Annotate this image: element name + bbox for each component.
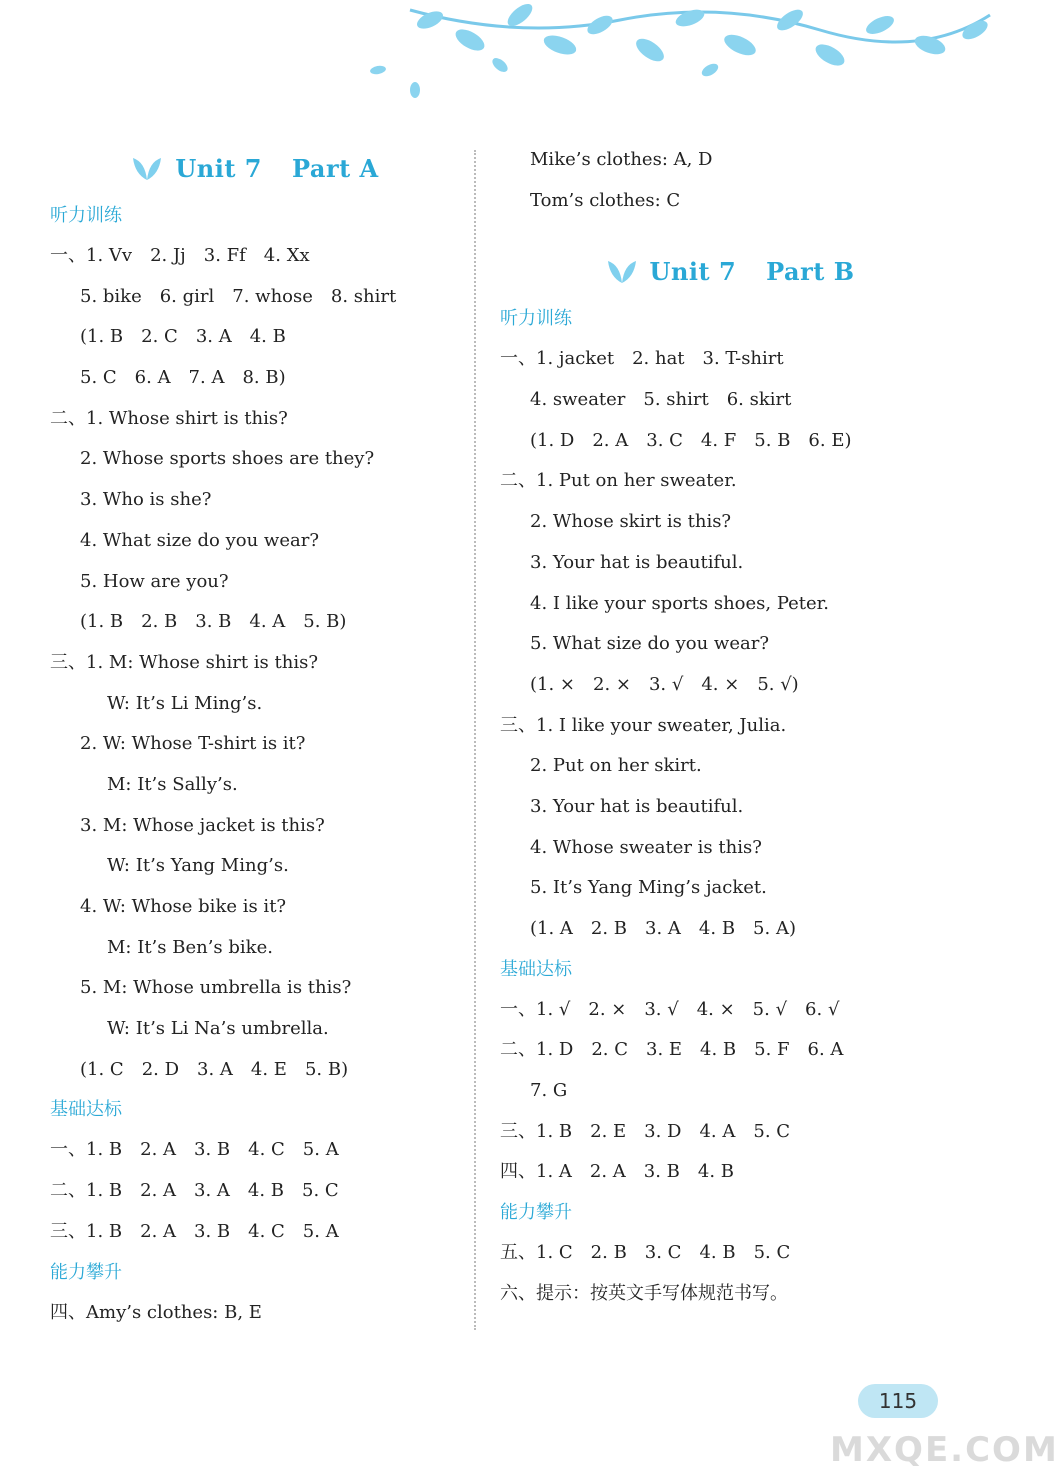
answer-line: 一、1. jacket 2. hat 3. T-shirt xyxy=(500,348,784,370)
page-number: 115 xyxy=(858,1384,938,1418)
answer-line: 5. How are you? xyxy=(80,570,229,592)
answer-line: 5. What size do you wear? xyxy=(530,633,769,655)
answer-line: 4. I like your sports shoes, Peter. xyxy=(530,592,830,614)
answer-line: 四、1. A 2. A 3. B 4. B xyxy=(500,1161,735,1183)
answer-line: 2. Whose sports shoes are they? xyxy=(80,448,375,470)
answer-line: 五、1. C 2. B 3. C 4. B 5. C xyxy=(500,1242,791,1264)
section-heading: 基础达标 xyxy=(500,958,572,980)
left-column xyxy=(50,140,460,1333)
answer-line: (1. C 2. D 3. A 4. E 5. B) xyxy=(80,1058,349,1080)
answer-line: 三、1. B 2. A 3. B 4. C 5. A xyxy=(50,1220,339,1242)
answer-line: 4. sweater 5. shirt 6. skirt xyxy=(530,389,792,411)
answer-line: 2. W: Whose T-shirt is it? xyxy=(80,733,306,755)
unit-label: Unit 7 xyxy=(175,153,262,183)
answer-line: 六、提示：按英文手写体规范书写。 xyxy=(500,1282,788,1304)
part-label: Part A xyxy=(291,153,379,183)
answer-line: 3. M: Whose jacket is this? xyxy=(80,814,325,836)
answer-line: 2. Put on her skirt. xyxy=(530,755,702,777)
answer-line: 一、1. √ 2. × 3. √ 4. × 5. √ 6. √ xyxy=(500,998,840,1020)
section-heading: 听力训练 xyxy=(50,205,122,226)
answer-line: (1. B 2. C 3. A 4. B xyxy=(80,326,286,348)
unit-title-part-b xyxy=(500,243,960,299)
answer-line: 二、1. Put on her sweater. xyxy=(500,470,737,492)
answer-line: 三、1. I like your sweater, Julia. xyxy=(500,714,787,736)
answer-line: 三、1. B 2. E 3. D 4. A 5. C xyxy=(500,1120,791,1142)
answer-line: 二、1. B 2. A 3. A 4. B 5. C xyxy=(50,1180,339,1202)
part-label: Part B xyxy=(766,256,855,286)
answer-line: M: It’s Ben’s bike. xyxy=(107,936,273,958)
answer-line: 3. Your hat is beautiful. xyxy=(530,551,744,573)
answer-line: 四、Amy’s clothes: B, E xyxy=(50,1301,262,1323)
section-heading: 听力训练 xyxy=(500,308,572,330)
answer-line: W: It’s Li Ming’s. xyxy=(107,692,263,714)
answer-line: 7. G xyxy=(530,1080,568,1102)
answer-line: 三、1. M: Whose shirt is this? xyxy=(50,651,318,673)
answer-line: 2. Whose skirt is this? xyxy=(530,511,732,533)
answer-line: (1. × 2. × 3. √ 4. × 5. √) xyxy=(530,673,799,695)
leaf-icon xyxy=(606,257,638,285)
leaves-decoration xyxy=(0,0,1000,110)
answer-line: 一、1. Vv 2. Jj 3. Ff 4. Xx xyxy=(50,245,310,266)
answer-line: 4. What size do you wear? xyxy=(80,529,319,551)
answer-line: 4. Whose sweater is this? xyxy=(530,836,762,858)
answer-line: 一、1. B 2. A 3. B 4. C 5. A xyxy=(50,1139,339,1161)
answer-line: 3. Who is she? xyxy=(80,489,212,511)
right-column xyxy=(500,140,960,1315)
unit-label: Unit 7 xyxy=(649,256,737,286)
answer-line: (1. D 2. A 3. C 4. F 5. B 6. E) xyxy=(530,429,852,451)
answer-line: Tom’s clothes: C xyxy=(530,189,681,211)
section-heading: 基础达标 xyxy=(50,1099,122,1121)
answer-line: W: It’s Yang Ming’s. xyxy=(107,855,289,877)
answer-line: 二、1. Whose shirt is this? xyxy=(50,407,288,429)
answer-line: (1. B 2. B 3. B 4. A 5. B) xyxy=(80,611,347,633)
answer-line: 5. C 6. A 7. A 8. B) xyxy=(80,367,286,389)
unit-title-part-a xyxy=(50,140,460,196)
answer-line: M: It’s Sally’s. xyxy=(107,773,238,795)
leaf-icon xyxy=(131,154,163,182)
answer-line: (1. A 2. B 3. A 4. B 5. A) xyxy=(530,918,796,939)
answer-line: 5. It’s Yang Ming’s jacket. xyxy=(530,877,767,899)
answer-line: 5. bike 6. girl 7. whose 8. shirt xyxy=(80,285,397,307)
column-divider xyxy=(474,150,476,1330)
answer-line: W: It’s Li Na’s umbrella. xyxy=(107,1018,329,1040)
answer-line: 二、1. D 2. C 3. E 4. B 5. F 6. A xyxy=(500,1039,844,1061)
section-heading: 能力攀升 xyxy=(50,1261,122,1283)
section-heading: 能力攀升 xyxy=(500,1202,572,1224)
answer-line: 3. Your hat is beautiful. xyxy=(530,795,744,817)
answer-line: 4. W: Whose bike is it? xyxy=(80,896,287,917)
answer-line: Mike’s clothes: A, D xyxy=(530,149,713,170)
watermark: MXQE.COM xyxy=(830,1430,1059,1470)
answer-line: 5. M: Whose umbrella is this? xyxy=(80,977,352,999)
